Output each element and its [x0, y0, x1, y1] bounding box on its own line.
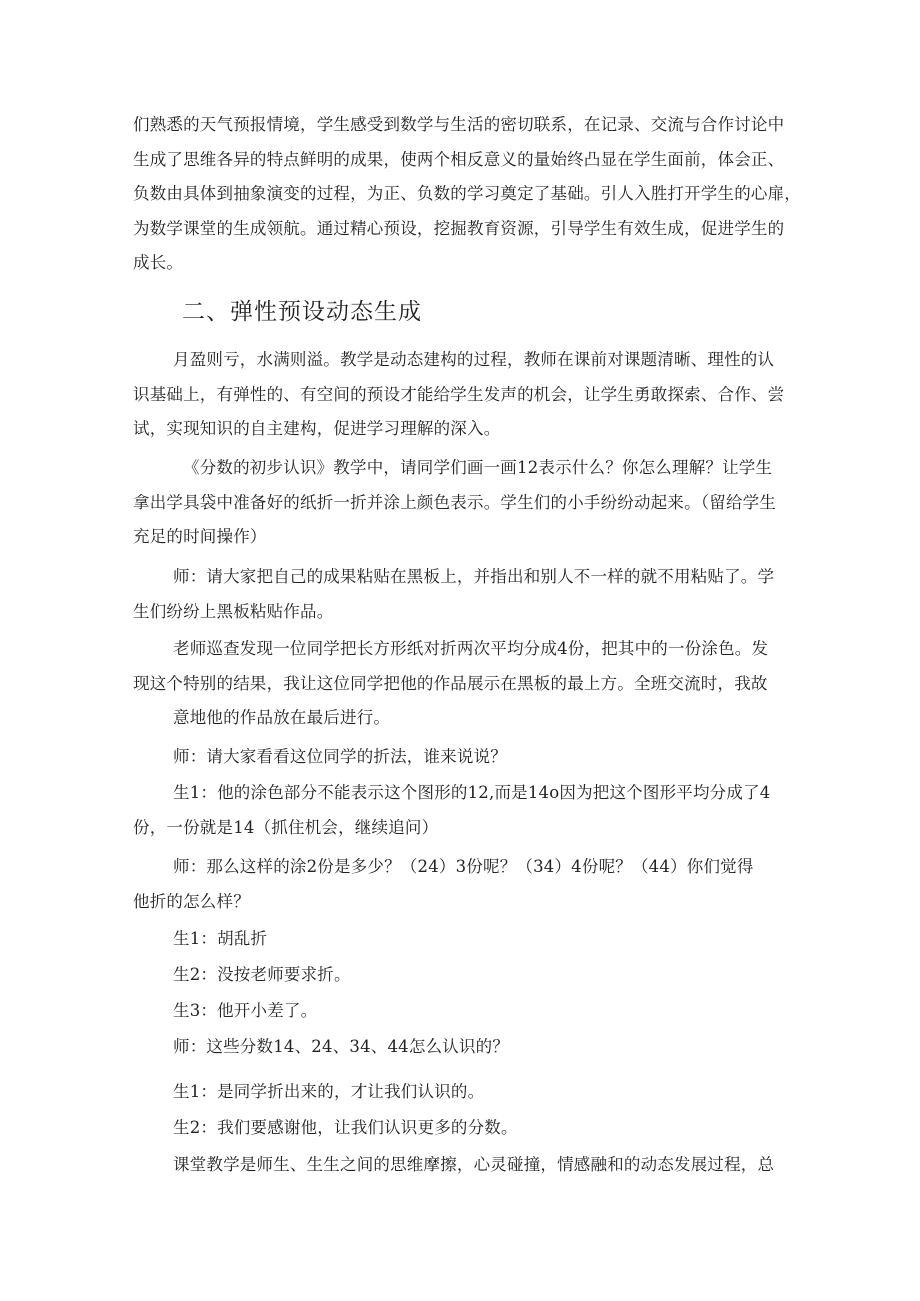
- text-line: 意地他的作品放在最后进行。: [173, 708, 391, 727]
- text-line: 生3：他开小差了。: [173, 1001, 318, 1020]
- paragraph-conclusion: [173, 1148, 774, 1183]
- dialogue-student-1a: [133, 776, 770, 845]
- text-line: 他折的怎么样？: [133, 891, 250, 911]
- dialogue-student-1b: [173, 922, 267, 957]
- text-line: 课堂教学是师生、生生之间的思维摩擦，心灵碰撞，情感融和的动态发展过程，总: [173, 1155, 775, 1174]
- paragraph-section-intro: [133, 343, 784, 447]
- text-line: 月盈则亏，水满则溢。教学是动态建构的过程，教师在课前对课题清晰、理性的认: [173, 350, 775, 369]
- dialogue-student-2b: [173, 1111, 518, 1146]
- text-line: 负数由具体到抽象演变的过程，为正、负数的学习奠定了基础。引人入胜打开学生的心扉，: [133, 184, 801, 203]
- text-line: 成长。: [133, 253, 184, 272]
- section-heading: 二、弹性预设动态生成: [182, 299, 422, 325]
- text-line: 们熟悉的天气预报情境，学生感受到数学与生活的密切联系，在记录、交流与合作讨论中: [133, 115, 785, 134]
- text-line: 充足的时间操作）: [133, 527, 267, 546]
- text-line: 师：这些分数14、24、34、44怎么认识的？: [173, 1037, 510, 1056]
- text-line: 《分数的初步认识》教学中，请同学们画一画12表示什么？你怎么理解？让学生: [183, 458, 773, 477]
- paragraph-teacher-observation: [133, 632, 768, 736]
- text-line: 生2：我们要感谢他，让我们认识更多的分数。: [173, 1118, 518, 1137]
- text-line: 生成了思维各异的特点鲜明的成果，使两个相反意义的量始终凸显在学生面前，体会正、: [133, 149, 785, 169]
- text-line: 拿出学具袋中准备好的纸折一折并涂上颜色表示。学生们的小手纷纷动起来。（留给学生: [133, 492, 777, 512]
- text-line: 生1：胡乱折: [173, 929, 268, 948]
- paragraph-lesson-example: [133, 451, 776, 555]
- dialogue-teacher-2: [133, 850, 754, 919]
- text-line: 老师巡查发现一位同学把长方形纸对折两次平均分成4份，把其中的一份涂色。发: [173, 639, 769, 658]
- text-line: 生1：是同学折出来的，才让我们认识的。: [173, 1082, 485, 1101]
- text-line: 师：请大家把自己的成果粘贴在黑板上，并指出和别人不一样的就不用粘贴了。学: [173, 567, 775, 586]
- text-line: 份，一份就是14（抓住机会，继续追问）: [133, 817, 439, 837]
- text-line: 生2：没按老师要求折。: [173, 965, 351, 984]
- dialogue-teacher-3: [173, 1030, 509, 1065]
- text-line: 为数学课堂的生成领航。通过精心预设，挖掘教育资源，引导学生有效生成，促进学生的: [133, 218, 785, 238]
- text-line: 识基础上，有弹性的、有空间的预设才能给学生发声的机会，让学生勇敢探索、合作、尝: [133, 384, 785, 404]
- text-line: 师：请大家看看这位同学的折法，谁来说说？: [173, 747, 507, 766]
- paragraph-intro-continued: [133, 108, 801, 281]
- text-line: 生们纷纷上黑板粘贴作品。: [133, 601, 334, 621]
- text-line: 生1：他的涂色部分不能表示这个图形的12,而是14o因为把这个图形平均分成了4: [173, 783, 771, 802]
- dialogue-student-3: [173, 994, 317, 1029]
- text-line: 试，实现知识的自主建构，促进学习理解的深入。: [133, 419, 501, 438]
- text-line: 现这个特别的结果，我让这位同学把他的作品展示在黑板的最上方。全班交流时，我故: [133, 673, 768, 693]
- dialogue-student-1c: [173, 1075, 484, 1110]
- text-line: 师：那么这样的涂2份是多少？（24）3份呢？（34）4份呢？（44）你们觉得: [173, 857, 754, 876]
- dialogue-student-2a: [173, 958, 351, 993]
- paragraph-teacher-instruction: [133, 560, 774, 629]
- dialogue-teacher-1: [173, 740, 507, 775]
